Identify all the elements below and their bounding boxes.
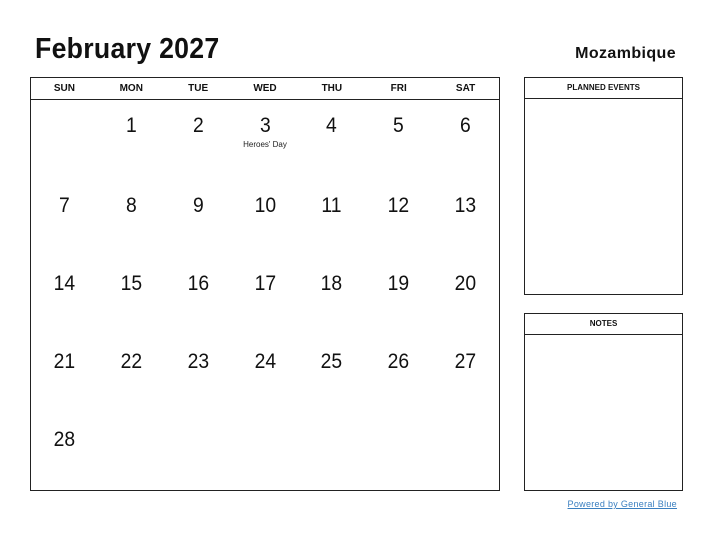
day-cell[interactable] [232,414,299,490]
day-cell[interactable] [31,180,98,258]
day-number: 17 [254,272,276,295]
day-cell[interactable] [232,100,299,180]
day-cell[interactable] [232,336,299,414]
weekday-tue: TUE [188,83,209,94]
day-number: 24 [254,350,276,373]
notes-heading: NOTES [525,314,682,335]
day-cell[interactable] [98,414,165,490]
day-number: 1 [125,114,137,137]
weekday-wed: WED [253,83,277,94]
day-cell[interactable] [98,258,165,336]
page-title: February 2027 [35,33,220,65]
weekday-fri: FRI [390,83,407,94]
day-cell[interactable] [365,414,432,490]
day-cell[interactable] [365,180,432,258]
day-cell[interactable] [298,336,365,414]
day-number: 20 [454,272,477,295]
day-number: 5 [393,114,405,137]
day-cell[interactable] [432,100,499,180]
weekday-sun: SUN [53,83,75,94]
day-number: 28 [53,428,76,451]
day-number: 15 [120,272,143,295]
weekday-mon: MON [119,83,143,94]
day-cell[interactable] [298,258,365,336]
day-number: 13 [454,194,477,217]
day-number: 25 [321,350,343,373]
day-number: 23 [187,350,209,373]
day-number [301,414,363,429]
day-number: 19 [387,272,410,295]
day-cell[interactable] [165,258,232,336]
day-cell[interactable] [98,100,165,180]
day-cell[interactable] [232,258,299,336]
day-number: 4 [326,114,338,137]
planned-events-panel[interactable] [524,77,683,295]
day-number [234,414,296,429]
day-cell[interactable] [31,336,98,414]
day-number [34,100,95,115]
day-cell[interactable] [165,414,232,490]
day-number: 22 [120,350,143,373]
day-number: 3 [259,114,271,137]
day-number [101,414,163,429]
day-number: 6 [460,114,471,137]
day-cell[interactable] [31,258,98,336]
day-cell[interactable] [165,336,232,414]
day-cell[interactable] [432,180,499,258]
weekday-sat: SAT [455,83,476,94]
day-cell[interactable] [365,100,432,180]
day-cell[interactable] [98,180,165,258]
day-cell[interactable] [298,180,365,258]
weekday-header-row [31,78,499,100]
day-number: 21 [53,350,76,373]
day-number: 11 [321,194,342,217]
day-cell[interactable] [98,336,165,414]
day-number: 12 [387,194,410,217]
powered-by-link[interactable]: Powered by General Blue [567,499,677,509]
day-cell[interactable] [298,414,365,490]
notes-panel[interactable] [524,313,683,491]
day-cell[interactable] [432,258,499,336]
day-number: 27 [454,350,477,373]
day-number [368,414,430,429]
country-name: Mozambique [575,45,676,62]
day-cell[interactable] [165,100,232,180]
day-cell[interactable] [165,180,232,258]
day-number [167,414,229,429]
day-number: 8 [125,194,137,217]
day-grid [31,100,499,490]
planned-events-heading: PLANNED EVENTS [525,78,682,99]
day-number: 14 [53,272,76,295]
day-number [435,414,496,429]
day-cell[interactable] [432,336,499,414]
day-cell[interactable] [31,414,98,490]
calendar-grid [30,77,500,491]
day-number: 9 [192,194,204,217]
weekday-thu: THU [321,83,343,94]
day-cell[interactable] [432,414,499,490]
day-cell[interactable] [232,180,299,258]
day-number: 10 [254,194,276,217]
day-number: 2 [192,114,204,137]
holiday-label: Heroes' Day [243,140,287,149]
day-number: 26 [387,350,410,373]
day-cell[interactable] [365,258,432,336]
day-cell[interactable] [31,100,98,180]
day-number: 16 [187,272,209,295]
day-number: 7 [59,194,70,217]
day-number: 18 [321,272,343,295]
day-cell[interactable] [365,336,432,414]
day-cell[interactable] [298,100,365,180]
